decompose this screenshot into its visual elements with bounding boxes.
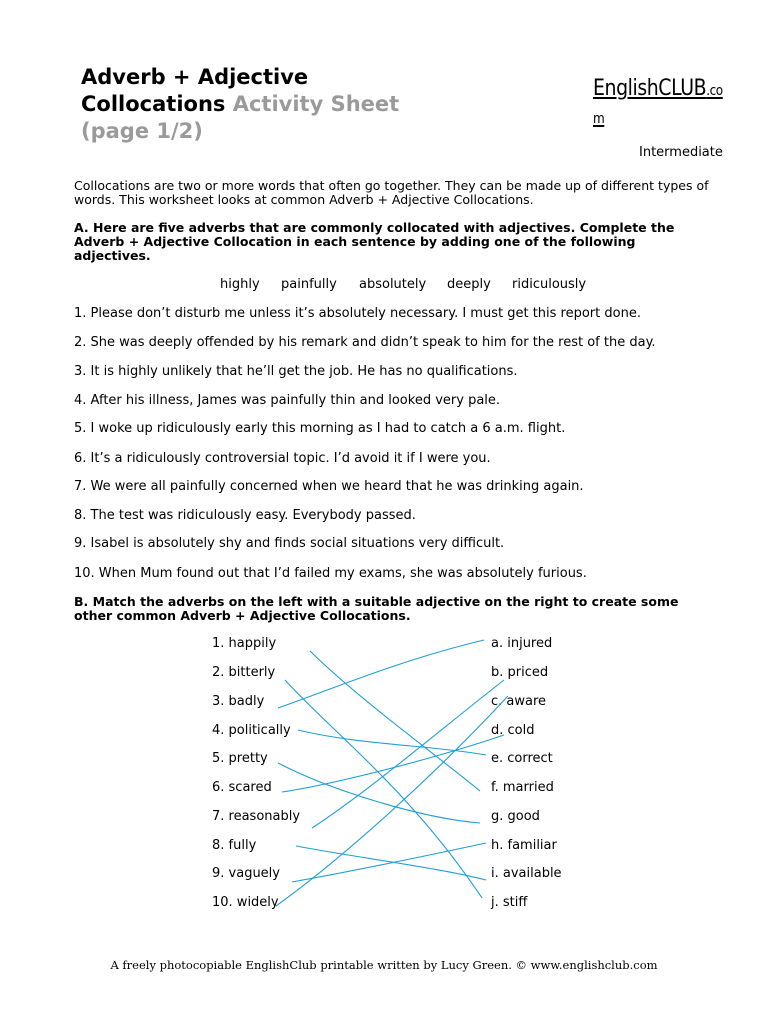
- sentence-3: 3. It is highly unlikely that he’ll get the job. He has no qualifications.: [74, 364, 518, 379]
- level-label: Intermediate: [639, 145, 723, 160]
- word-bank-item: absolutely: [359, 277, 427, 292]
- match-line-badly-injured: [278, 640, 484, 708]
- adjective-item: d. cold: [491, 723, 535, 738]
- adjective-item: a. injured: [491, 636, 553, 651]
- adverb-item: 6. scared: [212, 780, 272, 795]
- section-b-instruction: B. Match the adverbs on the left with a suitable adjective on the right to create some other common Adverb + Adjective Collocations.: [74, 594, 679, 623]
- sentence-6: 6. It’s a ridiculously controversial topic. I’d avoid it if I were you.: [74, 451, 491, 466]
- adverb-item: 9. vaguely: [212, 866, 280, 881]
- match-line-politically-correct: [298, 730, 486, 755]
- sentence-10: 10. When Mum found out that I’d failed my exams, she was absolutely furious.: [74, 566, 587, 581]
- englishclub-logo[interactable]: [593, 76, 723, 132]
- adverb-item: 2. bitterly: [212, 665, 276, 680]
- worksheet-title: [81, 64, 501, 145]
- match-line-happily-married: [310, 651, 480, 791]
- adverb-item: 8. fully: [212, 838, 257, 853]
- adverb-item: 3. badly: [212, 694, 265, 709]
- logo-main: EnglishCLUB: [593, 76, 707, 101]
- title-collocations: Collocations: [81, 92, 226, 116]
- match-line-widely-aware: [276, 696, 508, 906]
- adjective-item: g. good: [491, 809, 540, 824]
- adjective-item: f. married: [491, 780, 554, 795]
- match-line-scared-stiff: [282, 735, 504, 792]
- title-activity-sheet: Activity Sheet: [232, 92, 400, 116]
- match-line-fully-available: [296, 846, 486, 880]
- match-line-bitterly-cold: [285, 680, 482, 898]
- sentence-8: 8. The test was ridiculously easy. Everybody passed.: [74, 508, 416, 523]
- title-page-number: (page 1/2): [81, 119, 203, 143]
- section-a-instruction: A. Here are five adverbs that are commonly collocated with adjectives. Complete the Adverb + Adjective Collocation in each sentence by adding one of the following adjectives.: [74, 220, 675, 263]
- match-line-pretty-good: [278, 763, 480, 823]
- adverb-item: 4. politically: [212, 723, 291, 738]
- adverb-item: 7. reasonably: [212, 809, 301, 824]
- intro-paragraph: Collocations are two or more words that often go together. They can be made up of different types of words. This worksheet looks at common Adverb + Adjective Collocations.: [74, 178, 709, 207]
- word-bank-item: painfully: [281, 277, 337, 292]
- adjective-item: i. available: [491, 866, 562, 881]
- footer-credit: A freely photocopiable EnglishClub printable written by Lucy Green. © www.englishclub.com: [110, 958, 658, 972]
- word-bank-item: ridiculously: [512, 277, 587, 292]
- sentence-1: 1. Please don’t disturb me unless it’s absolutely necessary. I must get this report done.: [74, 306, 641, 321]
- sentence-9: 9. Isabel is absolutely shy and finds social situations very difficult.: [74, 536, 505, 551]
- logo-suffix-b: m: [593, 111, 605, 127]
- sentence-2: 2. She was deeply offended by his remark and didn’t speak to him for the rest of the day.: [74, 335, 656, 350]
- adjective-item: c. aware: [491, 694, 547, 709]
- sentence-7: 7. We were all painfully concerned when we heard that he was drinking again.: [74, 479, 584, 494]
- word-bank-item: highly: [220, 277, 260, 292]
- match-line-group: [276, 640, 508, 906]
- sentence-5: 5. I woke up ridiculously early this morning as I had to catch a 6 a.m. flight.: [74, 421, 566, 436]
- adverb-item: 10. widely: [212, 895, 279, 910]
- match-line-reasonably-priced: [312, 680, 504, 828]
- adverb-item: 1. happily: [212, 636, 277, 651]
- adjective-item: b. priced: [491, 665, 549, 680]
- word-bank-item: deeply: [447, 277, 491, 292]
- adjective-item: h. familiar: [491, 838, 557, 853]
- logo-suffix-a: .co: [706, 83, 723, 99]
- match-line-vaguely-familiar: [292, 843, 486, 882]
- sentence-4: 4. After his illness, James was painfully thin and looked very pale.: [74, 393, 501, 408]
- adjective-item: j. stiff: [491, 895, 528, 910]
- title-line-2: [81, 91, 501, 118]
- adjective-item: e. correct: [491, 751, 553, 766]
- adverb-item: 5. pretty: [212, 751, 268, 766]
- title-line-1: Adverb + Adjective: [81, 65, 309, 89]
